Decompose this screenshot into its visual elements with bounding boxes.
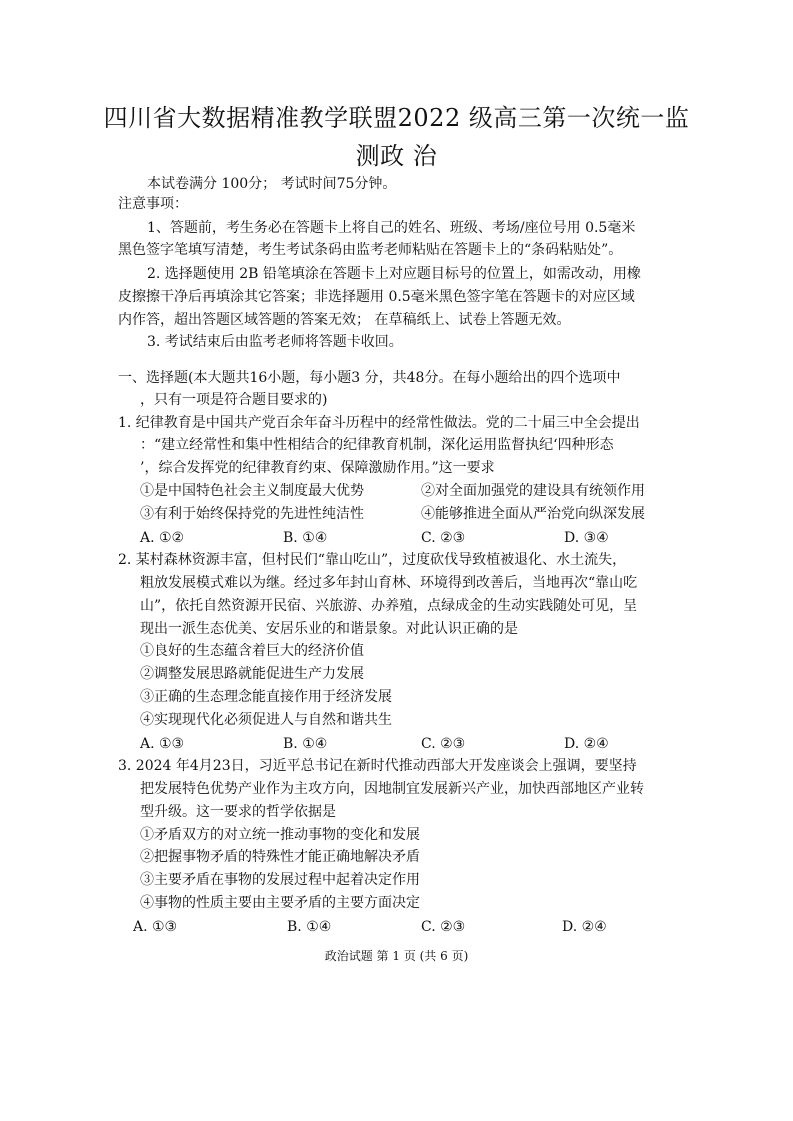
q3-item: ④事物的性质主要由主要矛盾的主要方面决定 [140, 895, 420, 911]
q3-item: ②把握事物矛盾的特殊性才能正确地解决矛盾 [140, 849, 420, 865]
q1-item: ①是中国特色社会主义制度最大优势 [140, 483, 364, 499]
exam-title-line2: 测政 治 [355, 142, 438, 170]
q1-item: ④能够推进全面从严治党向纵深发展 [421, 506, 645, 522]
q2-option-c: C. ②③ [421, 736, 466, 752]
q1-stem-line: ’，综合发挥党的纪律教育约束、保障激励作用。”这一要求 [140, 460, 495, 476]
notice-heading: 注意事项： [118, 196, 188, 212]
q2-stem-line: 山”，依托自然资源开民宿、兴旅游、办养殖，点绿成金的生动实践随处可见，呈 [140, 598, 638, 614]
q2-item: ④实现现代化必须促进人与自然和谐共生 [140, 712, 392, 728]
q2-item: ①良好的生态蕴含着巨大的经济价值 [140, 643, 364, 659]
q3-stem-line: 3. 2024 年4月23日，习近平总书记在新时代推动西部大开发座谈会上强调，要坚持 [118, 758, 637, 774]
section-heading-cont: ，只有一项是符合题目要求的) [140, 392, 328, 408]
q3-item: ③主要矛盾在事物的发展过程中起着决定作用 [140, 872, 420, 888]
q3-option-b: B. ①④ [287, 919, 332, 935]
q2-item: ②调整发展思路就能促进生产力发展 [140, 666, 364, 682]
q1-option-b: B. ①④ [283, 530, 328, 546]
q1-item: ②对全面加强党的建设具有统领作用 [421, 483, 645, 499]
q2-option-a: A. ①③ [140, 736, 185, 752]
q3-stem-line: 型升级。这一要求的哲学依据是 [140, 804, 336, 820]
q3-stem-line: 把发展特色优势产业作为主攻方向，因地制宜发展新兴产业，加快西部地区产业转 [140, 781, 644, 797]
notice-line: 1、答题前，考生务必在答题卡上将自己的姓名、班级、考场/座位号用 0.5毫米 [147, 220, 636, 236]
q2-option-b: B. ①④ [283, 736, 328, 752]
q2-option-d: D. ②④ [564, 736, 609, 752]
notice-line: 3. 考试结束后由监考老师将答题卡收回。 [147, 334, 403, 350]
q1-option-a: A. ①② [140, 530, 185, 546]
exam-title-line1: 四川省大数据精准教学联盟2022 级高三第一次统一监 [103, 104, 690, 132]
q2-stem-line: 粗放发展模式难以为继。经过多年封山育林、环境得到改善后，当地再次“靠山吃 [140, 575, 638, 591]
notice-line: 2. 选择题使用 2B 铅笔填涂在答题卡上对应题目标号的位置上，如需改动，用橡 [147, 266, 641, 282]
q1-stem-line: 1. 纪律教育是中国共产党百余年奋斗历程中的经常性做法。党的二十届三中全会提出 [118, 415, 640, 431]
q1-option-c: C. ②③ [421, 530, 466, 546]
q2-stem-line: 现出一派生态优美、安居乐业的和谐景象。对此认识正确的是 [140, 621, 518, 637]
notice-line: 黑色签字笔填写清楚，考生考试条码由监考老师粘贴在答题卡上的“条码粘贴处”。 [118, 242, 623, 258]
q2-item: ③正确的生态理念能直接作用于经济发展 [140, 689, 392, 705]
page-footer: 政治试题 第 1 页 (共 6 页) [324, 949, 469, 963]
q3-option-d: D. ②④ [562, 919, 607, 935]
section-heading: 一、选择题(本大题共16小题，每小题3 分，共48分。在每小题给出的四个选项中 [118, 370, 621, 386]
q1-option-d: D. ③④ [564, 530, 609, 546]
q3-option-c: C. ②③ [421, 919, 466, 935]
notice-line: 内作答，超出答题区域答题的答案无效； 在草稿纸上、试卷上答题无效。 [118, 312, 571, 328]
notice-line: 皮擦擦干净后再填涂其它答案；非选择题用 0.5毫米黑色签字笔在答题卡的对应区域 [118, 289, 635, 305]
q1-stem-line: ：“建立经常性和集中性相结合的纪律教育机制，深化运用监督执纪‘四种形态 [140, 437, 614, 453]
q1-item: ③有利于始终保持党的先进性纯洁性 [140, 506, 364, 522]
q2-stem-line: 2. 某村森林资源丰富，但村民们“靠山吃山”，过度砍伐导致植被退化、水土流失， [118, 552, 627, 568]
q3-item: ①矛盾双方的对立统一推动事物的变化和发展 [140, 827, 420, 843]
q3-option-a: A. ①③ [133, 919, 178, 935]
exam-info: 本试卷满分 100分； 考试时间75分钟。 [147, 176, 397, 192]
